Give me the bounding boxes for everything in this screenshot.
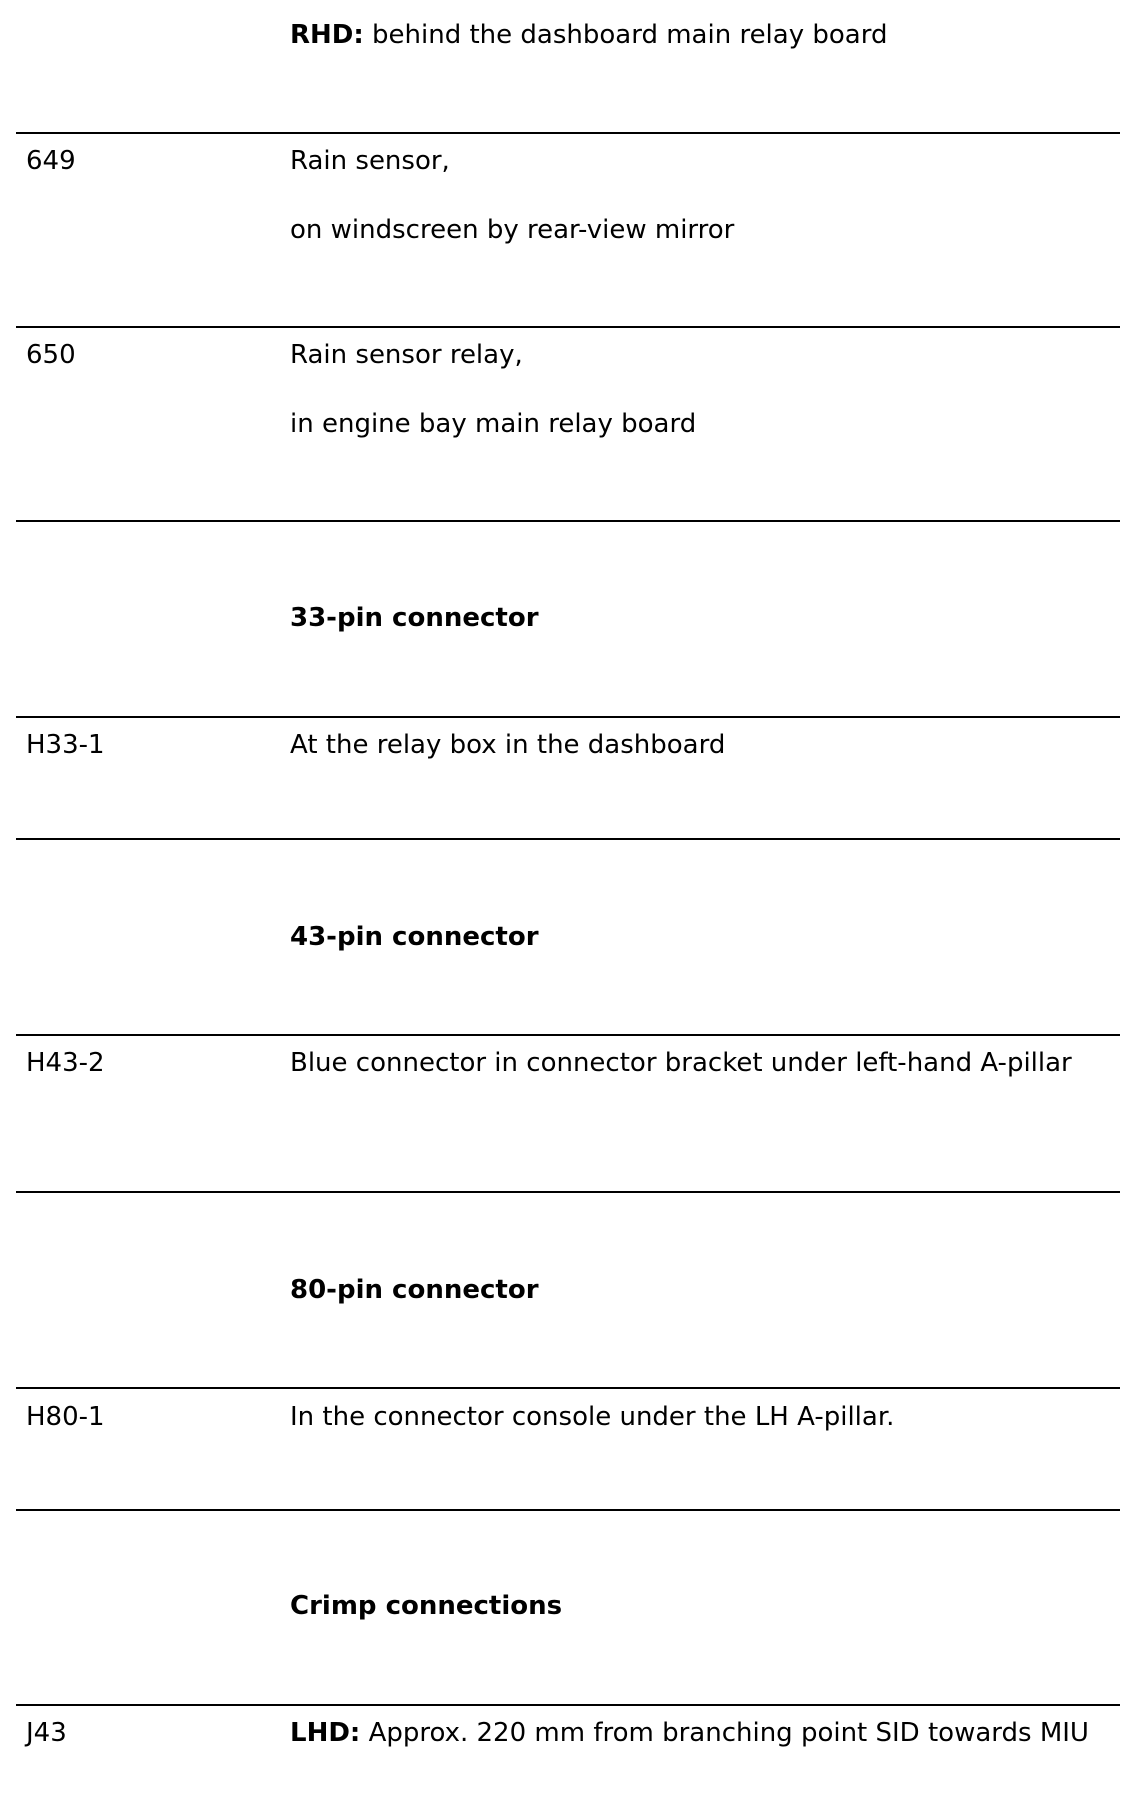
row-h33-1-description: At the relay box in the dashboard	[290, 730, 726, 760]
row-code-h33-1: H33-1	[26, 730, 105, 760]
row-j43-text: Approx. 220 mm from branching point SID towards MIU	[368, 1718, 1089, 1748]
intro-prefix: RHD:	[290, 20, 364, 50]
row-j43-prefix: LHD:	[290, 1718, 361, 1748]
row-code-650: 650	[26, 340, 76, 370]
section-heading-43-pin: 43-pin connector	[290, 922, 539, 952]
row-j43-description	[290, 1716, 1110, 1750]
divider	[16, 716, 1120, 718]
row-code-h43-2: H43-2	[26, 1048, 105, 1078]
divider	[16, 520, 1120, 522]
divider	[16, 1034, 1120, 1036]
row-649-line2: on windscreen by rear-view mirror	[290, 215, 735, 245]
divider	[16, 326, 1120, 328]
row-code-j43: J43	[26, 1718, 67, 1748]
divider	[16, 1509, 1120, 1511]
divider	[16, 1191, 1120, 1193]
row-650-line2: in engine bay main relay board	[290, 409, 697, 439]
divider	[16, 1704, 1120, 1706]
divider	[16, 1387, 1120, 1389]
row-h80-1-description: In the connector console under the LH A-pillar.	[290, 1402, 895, 1432]
row-649-line1: Rain sensor,	[290, 146, 450, 176]
section-heading-33-pin: 33-pin connector	[290, 603, 539, 633]
row-650-line1: Rain sensor relay,	[290, 340, 523, 370]
row-code-649: 649	[26, 146, 76, 176]
row-h43-2-description: Blue connector in connector bracket under left-hand A-pillar	[290, 1048, 1072, 1078]
divider	[16, 132, 1120, 134]
intro-line	[290, 18, 887, 52]
row-code-h80-1: H80-1	[26, 1402, 105, 1432]
divider	[16, 838, 1120, 840]
section-heading-crimp-connections: Crimp connections	[290, 1591, 563, 1621]
section-heading-80-pin: 80-pin connector	[290, 1275, 539, 1305]
intro-text: behind the dashboard main relay board	[372, 20, 888, 50]
